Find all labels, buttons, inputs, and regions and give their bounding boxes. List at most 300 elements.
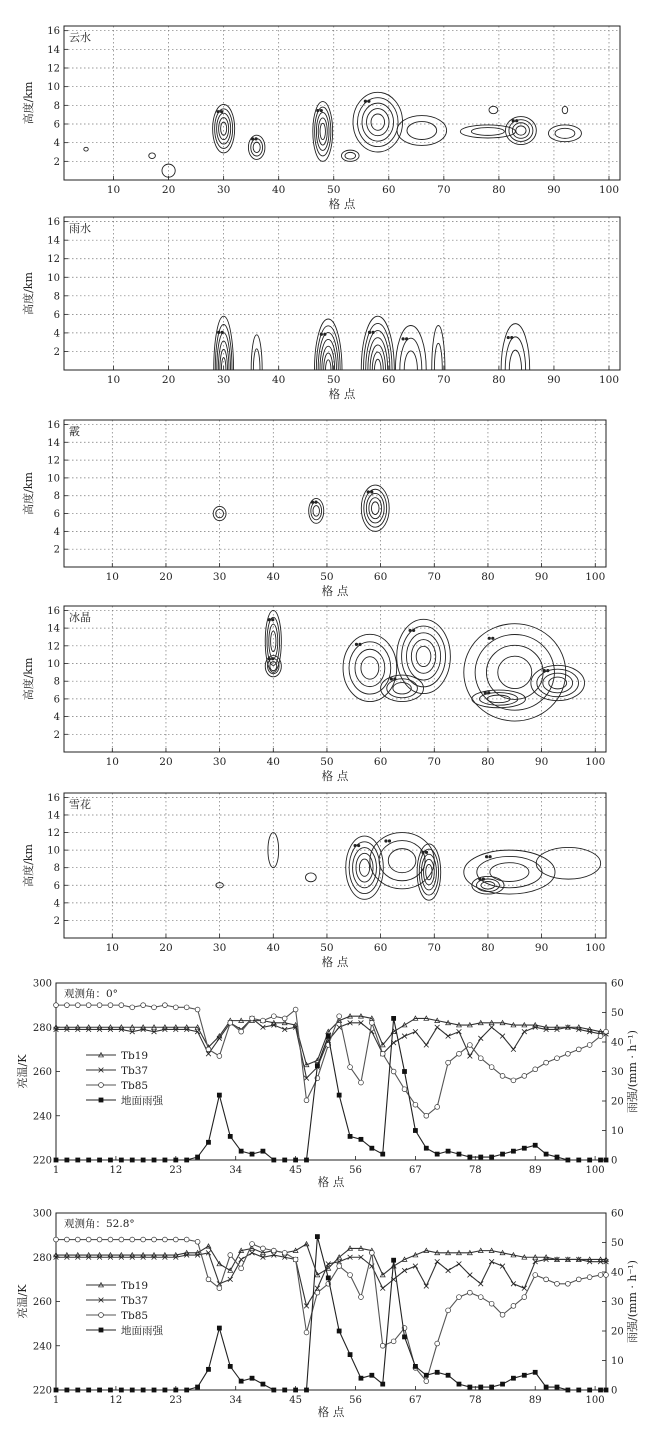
data-point [457, 1029, 462, 1034]
y-tick-label: 4 [53, 526, 60, 538]
contour-line [549, 677, 567, 689]
data-point [489, 1155, 494, 1160]
data-point [293, 1158, 298, 1163]
data-point [576, 1388, 581, 1393]
x-tick-label: 1 [52, 1165, 60, 1176]
data-point [195, 1007, 200, 1012]
data-point [141, 1003, 146, 1008]
data-point [435, 1370, 440, 1375]
data-point [380, 1051, 385, 1056]
x-tick-label: 67 [409, 1165, 422, 1176]
contour-line [487, 695, 510, 703]
contour-line [318, 118, 327, 145]
contour-level-marker [412, 629, 415, 632]
panel-label: 云水 [69, 31, 91, 44]
y-axis-label: 高度/km [22, 81, 35, 125]
x-tick-label: 40 [266, 756, 280, 768]
x-axis-label: 格 点 [321, 769, 349, 783]
data-point [173, 1158, 178, 1163]
data-point [173, 1237, 178, 1242]
contour-level-marker [268, 618, 271, 621]
data-point [598, 1388, 603, 1393]
contour-line [489, 106, 498, 113]
y-axis-label: 高度/km [22, 472, 35, 515]
x-tick-label: 40 [266, 942, 280, 954]
contour-level-marker [371, 331, 374, 334]
x-tick-label: 23 [169, 1395, 183, 1406]
contour-line [471, 128, 504, 136]
legend-marker [99, 1083, 104, 1088]
x-tick-label: 45 [289, 1165, 302, 1176]
y-tick-label: 4 [53, 138, 60, 150]
x-tick-label: 20 [159, 571, 173, 583]
data-point [282, 1250, 287, 1255]
data-point [446, 1373, 451, 1378]
data-point [467, 1043, 472, 1048]
y-tick-label: 6 [53, 694, 60, 706]
data-point [511, 1304, 516, 1309]
y-tick-label: 4 [53, 328, 60, 340]
data-point [64, 1237, 69, 1242]
legend-label: Tb37 [121, 1295, 149, 1307]
y-right-axis-label: 雨强/(mm · h⁻¹) [626, 1260, 639, 1343]
contour-line [219, 118, 229, 140]
x-tick-label: 30 [212, 571, 227, 583]
x-tick-label: 100 [585, 756, 606, 768]
x-tick-label: 78 [468, 1395, 482, 1406]
data-point [598, 1273, 603, 1278]
contour-level-marker [357, 844, 360, 847]
data-point [293, 1388, 298, 1393]
x-tick-label: 100 [585, 571, 606, 583]
x-tick-label: 10 [105, 756, 119, 768]
data-point [467, 1054, 472, 1059]
y-tick-label: 300 [32, 978, 52, 990]
data-point [195, 1239, 200, 1244]
contour-line [361, 657, 379, 679]
contour-level-marker [405, 337, 408, 340]
contour-line [361, 485, 389, 531]
x-tick-label: 78 [468, 1165, 482, 1176]
contour-lines [265, 610, 584, 721]
data-point [271, 1248, 276, 1253]
data-point [478, 1281, 483, 1286]
x-tick-label: 30 [212, 756, 227, 768]
contour-line [531, 665, 585, 700]
data-point [304, 1158, 309, 1163]
x-tick-label: 80 [481, 756, 495, 768]
contour-line [369, 498, 382, 519]
y-tick-label: 16 [47, 26, 60, 38]
x-tick-label: 45 [289, 1395, 302, 1406]
legend-label: Tb85 [121, 1080, 149, 1092]
data-point [54, 1388, 59, 1393]
contour-level-marker [402, 337, 405, 340]
x-tick-label: 100 [598, 184, 620, 196]
data-point [206, 1367, 211, 1372]
x-tick-label: 40 [266, 571, 280, 583]
data-point [511, 1047, 516, 1052]
data-point [261, 1382, 266, 1387]
y-right-tick-label: 30 [611, 1067, 624, 1078]
contour-line [516, 126, 526, 135]
x-tick-label: 60 [382, 184, 396, 196]
data-point [380, 1286, 385, 1291]
contour-line [253, 142, 260, 152]
x-tick-label: 34 [229, 1165, 243, 1176]
data-point [489, 1385, 494, 1390]
x-tick-label: 34 [229, 1395, 243, 1406]
data-point [75, 1003, 80, 1008]
data-point [119, 1237, 124, 1242]
contour-level-marker [217, 110, 220, 113]
data-point [565, 1051, 570, 1056]
contour-line [555, 128, 575, 138]
contour-line [419, 849, 438, 895]
contour-level-marker [491, 637, 494, 640]
data-point [500, 1382, 505, 1387]
x-tick-label: 23 [169, 1165, 183, 1176]
data-point [424, 1146, 429, 1151]
contour-level-marker [484, 691, 487, 694]
contour-level-marker [390, 677, 393, 680]
y-right-tick-label: 30 [611, 1297, 624, 1308]
y-tick-label: 2 [53, 544, 60, 556]
data-point [457, 1382, 462, 1387]
y-right-tick-label: 10 [611, 1356, 624, 1367]
data-point [163, 1003, 168, 1008]
panel-label: 冰晶 [69, 611, 91, 624]
y-tick-label: 14 [47, 437, 60, 449]
data-point [348, 1273, 353, 1278]
data-point [359, 1376, 364, 1381]
contour-line [407, 122, 437, 140]
contour-line [221, 122, 227, 135]
data-point [544, 1152, 549, 1157]
data-point [544, 1277, 549, 1282]
data-point [533, 1370, 538, 1375]
data-point [54, 1003, 59, 1008]
data-point [587, 1158, 592, 1163]
data-point [500, 1152, 505, 1157]
data-point [163, 1158, 168, 1163]
data-point [152, 1005, 157, 1010]
x-tick-label: 100 [585, 1165, 605, 1176]
contour-panel-1 [21, 26, 620, 211]
contour-level-marker [421, 851, 424, 854]
data-point [478, 1155, 483, 1160]
data-point [271, 1158, 276, 1163]
y-tick-label: 6 [53, 119, 60, 131]
data-point [478, 1036, 483, 1041]
panel-label: 雨水 [69, 222, 91, 235]
data-point [598, 1034, 603, 1039]
data-point [478, 1056, 483, 1061]
contour-level-marker [368, 331, 371, 334]
data-point [206, 1277, 211, 1282]
data-point [522, 1146, 527, 1151]
x-tick-label: 70 [427, 756, 441, 768]
data-point [337, 1264, 342, 1269]
x-tick-label: 20 [161, 184, 176, 196]
data-point [315, 1290, 320, 1295]
data-point [54, 1158, 59, 1163]
x-tick-label: 89 [528, 1165, 542, 1176]
legend-label: Tb19 [121, 1050, 149, 1062]
y-tick-label: 6 [53, 309, 60, 321]
data-point [108, 1388, 113, 1393]
data-point [184, 1158, 189, 1163]
data-point [173, 1005, 178, 1010]
contour-line [311, 502, 322, 520]
data-point [239, 1266, 244, 1271]
contour-line [343, 634, 397, 701]
data-point [511, 1149, 516, 1154]
contour-level-marker [271, 657, 274, 660]
x-tick-label: 90 [547, 374, 561, 386]
y-tick-label: 8 [53, 100, 60, 112]
y-right-tick-label: 50 [611, 1008, 624, 1019]
data-point [380, 1382, 385, 1387]
data-point [75, 1388, 80, 1393]
data-point [478, 1295, 483, 1300]
contour-panel-4 [21, 606, 606, 783]
data-point [522, 1029, 527, 1034]
contour-level-marker [370, 490, 373, 493]
y-tick-label: 2 [53, 729, 60, 741]
contour-level-marker [320, 109, 323, 112]
x-tick-label: 30 [216, 374, 231, 386]
data-point [402, 1034, 407, 1039]
contour-level-marker [488, 637, 491, 640]
contour-level-marker [393, 677, 396, 680]
contour-line [477, 856, 542, 887]
data-point [119, 1003, 124, 1008]
data-point [413, 1264, 418, 1269]
data-point [467, 1290, 472, 1295]
y-tick-label: 16 [47, 419, 60, 431]
legend-marker [99, 1313, 104, 1318]
y-tick-label: 6 [53, 509, 60, 521]
data-point [97, 1158, 102, 1163]
contour-level-marker [384, 839, 387, 842]
data-point [173, 1388, 178, 1393]
data-point [108, 1237, 113, 1242]
data-point [402, 1069, 407, 1074]
data-point [326, 1034, 331, 1039]
contour-level-marker [367, 490, 370, 493]
data-point [544, 1385, 549, 1390]
x-tick-label: 70 [427, 942, 441, 954]
data-point [141, 1237, 146, 1242]
data-point [446, 1149, 451, 1154]
contour-line [498, 656, 532, 688]
data-point [424, 1113, 429, 1118]
data-point [130, 1237, 135, 1242]
contour-line [393, 683, 411, 694]
panel-title: 观测角：52.8° [64, 1218, 135, 1230]
data-point [565, 1158, 570, 1163]
data-point [446, 1034, 451, 1039]
data-point [250, 1016, 255, 1021]
data-point [413, 1102, 418, 1107]
data-point [195, 1155, 200, 1160]
data-point [555, 1281, 560, 1286]
data-point [97, 1237, 102, 1242]
data-point [576, 1047, 581, 1052]
x-tick-label: 30 [212, 942, 227, 954]
contour-line [345, 152, 356, 159]
y-tick-label: 12 [47, 641, 60, 653]
contour-level-marker [254, 137, 257, 140]
data-point [457, 1152, 462, 1157]
panel-title: 观测角：0° [64, 988, 118, 1000]
contour-line [213, 104, 235, 153]
data-point [184, 1237, 189, 1242]
data-point [97, 1003, 102, 1008]
data-point [337, 1329, 342, 1334]
y-right-axis-label: 雨强/(mm · h⁻¹) [626, 1030, 639, 1113]
data-point [604, 1388, 609, 1393]
x-tick-label: 70 [437, 184, 451, 196]
data-point [163, 1237, 168, 1242]
data-point [293, 1007, 298, 1012]
data-point [206, 1140, 211, 1145]
data-point [184, 1388, 189, 1393]
x-tick-label: 80 [481, 571, 495, 583]
data-point [359, 1080, 364, 1085]
data-point [467, 1273, 472, 1278]
data-point [522, 1373, 527, 1378]
data-point [228, 1253, 233, 1258]
contour-level-marker [217, 331, 220, 334]
x-tick-label: 50 [327, 184, 341, 196]
data-point [576, 1158, 581, 1163]
contour-level-marker [323, 333, 326, 336]
data-point [446, 1308, 451, 1313]
data-point [141, 1388, 146, 1393]
contour-level-marker [314, 501, 317, 504]
contour-line [305, 873, 316, 882]
y-right-tick-label: 10 [611, 1126, 624, 1137]
data-point [86, 1237, 91, 1242]
legend-label: Tb37 [121, 1065, 149, 1077]
data-point [500, 1312, 505, 1317]
data-point [402, 1335, 407, 1340]
x-axis-label: 格 点 [321, 955, 349, 969]
data-point [152, 1237, 157, 1242]
y-tick-label: 240 [32, 1111, 52, 1123]
y-tick-label: 280 [32, 1252, 52, 1264]
contour-level-marker [271, 618, 274, 621]
contour-line [341, 150, 359, 161]
x-tick-label: 90 [534, 756, 549, 768]
x-tick-label: 100 [585, 1395, 605, 1406]
contour-level-marker [355, 643, 358, 646]
data-point [108, 1003, 113, 1008]
x-tick-label: 20 [159, 942, 173, 954]
y-tick-label: 4 [53, 712, 60, 724]
contour-line [149, 153, 156, 159]
data-point [380, 1343, 385, 1348]
data-point [587, 1275, 592, 1280]
x-tick-label: 56 [349, 1165, 362, 1176]
data-point [250, 1376, 255, 1381]
data-point [64, 1158, 69, 1163]
y-right-tick-label: 20 [611, 1326, 624, 1338]
contour-level-marker [543, 669, 546, 672]
x-tick-label: 10 [105, 942, 119, 954]
data-point [533, 1273, 538, 1278]
x-tick-label: 60 [373, 571, 388, 583]
data-point [522, 1286, 527, 1291]
line-panel-2 [16, 1209, 639, 1420]
data-point [435, 1259, 440, 1264]
data-point [304, 1330, 309, 1335]
x-tick-label: 90 [534, 942, 549, 954]
contour-line [416, 646, 431, 666]
data-point [576, 1277, 581, 1282]
data-point [315, 1063, 320, 1068]
x-tick-label: 67 [409, 1395, 422, 1406]
y-tick-label: 12 [47, 455, 60, 467]
x-tick-label: 80 [492, 184, 506, 196]
contour-level-marker [507, 336, 510, 339]
y-right-tick-label: 40 [611, 1037, 624, 1049]
y-tick-label: 10 [47, 82, 60, 94]
data-point [380, 1152, 385, 1157]
data-point [359, 1137, 364, 1142]
y-tick-label: 2 [53, 915, 60, 927]
data-point [457, 1295, 462, 1300]
contour-level-marker [358, 643, 361, 646]
data-point [435, 1025, 440, 1030]
data-point [511, 1078, 516, 1083]
contour-panel-5 [21, 793, 606, 969]
y-right-tick-label: 60 [611, 1208, 624, 1220]
y-tick-label: 14 [47, 44, 60, 56]
legend-label: 地面雨强 [121, 1095, 163, 1107]
panel-label: 霰 [69, 425, 80, 438]
data-point [435, 1341, 440, 1346]
data-point [64, 1388, 69, 1393]
data-point [533, 1143, 538, 1148]
y-tick-label: 6 [53, 880, 60, 892]
contour-level-marker [485, 855, 488, 858]
legend-label: Tb19 [121, 1280, 149, 1292]
y-axis-label: 亮温/K [16, 1284, 29, 1319]
data-point [239, 1379, 244, 1384]
legend-marker [99, 1328, 104, 1333]
data-point [250, 1250, 255, 1255]
data-point [489, 1025, 494, 1030]
contour-level-marker [510, 336, 513, 339]
contour-line [371, 502, 379, 515]
x-tick-label: 50 [327, 374, 341, 386]
y-axis-label: 高度/km [22, 657, 35, 701]
data-point [86, 1388, 91, 1393]
y-right-tick-label: 40 [611, 1267, 624, 1279]
x-tick-label: 100 [585, 942, 606, 954]
data-point [250, 1242, 255, 1247]
contour-line [548, 125, 581, 142]
data-point [359, 1295, 364, 1300]
x-axis-label: 格 点 [317, 1175, 345, 1189]
y-tick-label: 2 [53, 346, 60, 358]
data-point [500, 1264, 505, 1269]
data-point [271, 1014, 276, 1019]
y-right-tick-label: 20 [611, 1096, 624, 1108]
